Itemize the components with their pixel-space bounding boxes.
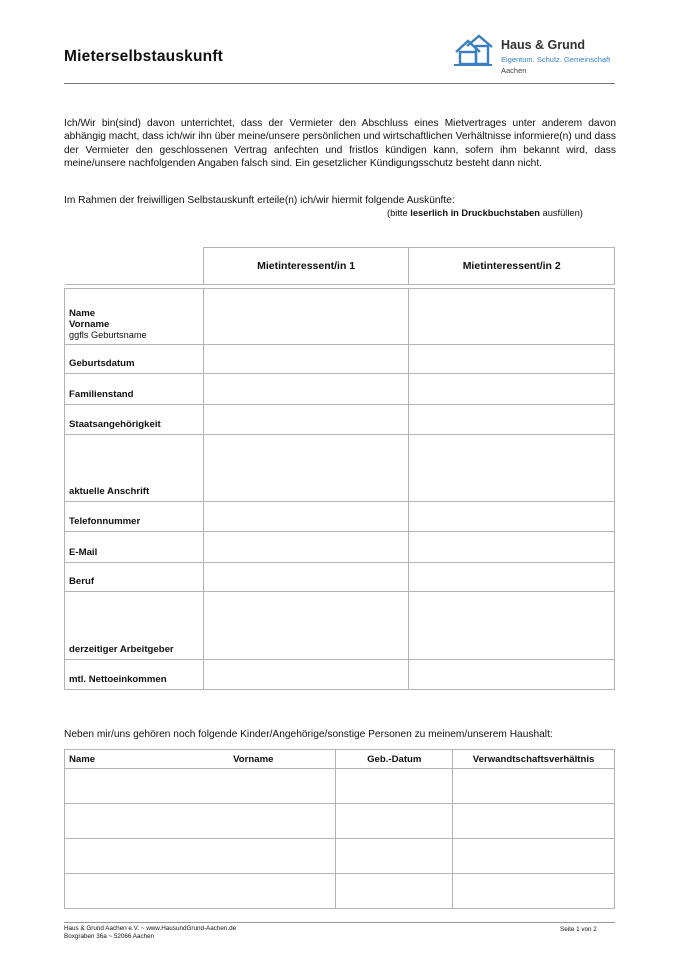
household-relation-field[interactable]	[453, 839, 615, 874]
applicant-2-employer-field[interactable]	[409, 592, 615, 660]
household-row	[65, 769, 615, 804]
household-name-header	[65, 750, 336, 769]
job-label: Beruf	[65, 563, 204, 592]
income-label: mtl. Nettoeinkommen	[65, 660, 204, 690]
footer-line-1: Haus & Grund Aachen e.V. ~ www.HausundGrund-Aachen.de	[64, 925, 237, 932]
employer-label: derzeitiger Arbeitgeber	[65, 592, 204, 660]
row-birthdate	[65, 345, 615, 374]
row-name	[65, 289, 615, 345]
applicant-1-employer-field[interactable]	[203, 592, 409, 660]
household-relation-field[interactable]	[453, 769, 615, 804]
logo-city: Aachen	[501, 66, 527, 75]
row-address	[65, 435, 615, 502]
household-birthdate-header: Geb.-Datum	[336, 750, 453, 769]
header-blank-cell	[65, 248, 204, 285]
applicant-1-income-field[interactable]	[203, 660, 409, 690]
applicant-2-birthdate-field[interactable]	[409, 345, 615, 374]
applicant-1-address-field[interactable]	[203, 435, 409, 502]
applicant-2-job-field[interactable]	[409, 563, 615, 592]
applicant-2-nationality-field[interactable]	[409, 405, 615, 435]
household-relation-field[interactable]	[453, 804, 615, 839]
framework-text: Im Rahmen der freiwilligen Selbstauskunft erteile(n) ich/wir hiermit folgende Auskünfte:	[64, 195, 455, 206]
logo-brand: Haus & Grund	[501, 38, 586, 52]
applicant-1-nationality-field[interactable]	[203, 405, 409, 435]
household-row	[65, 839, 615, 874]
applicant-1-job-field[interactable]	[203, 563, 409, 592]
row-job	[65, 563, 615, 592]
household-firstname-header-label: Vorname	[233, 753, 274, 765]
applicant-table	[64, 247, 615, 690]
house-logo-icon	[454, 34, 494, 68]
birthdate-label: Geburtsdatum	[65, 345, 204, 374]
applicant-2-phone-field[interactable]	[409, 502, 615, 532]
marital-label: Familienstand	[65, 374, 204, 405]
household-birthdate-field[interactable]	[336, 769, 453, 804]
footer-line-2: Boxgraben 36a ~ 52066 Aachen	[64, 933, 155, 940]
household-relation-header: Verwandtschaftsverhältnis	[453, 750, 615, 769]
household-birthdate-field[interactable]	[336, 804, 453, 839]
logo-tagline: Eigentum. Schutz. Gemeinschaft	[501, 55, 611, 64]
household-name-header-label: Name	[69, 753, 96, 765]
applicant-2-address-field[interactable]	[409, 435, 615, 502]
applicant-2-name-field[interactable]	[409, 289, 615, 345]
header-rule	[64, 83, 615, 84]
household-relation-field[interactable]	[453, 874, 615, 909]
email-label: E-Mail	[65, 532, 204, 563]
household-row	[65, 874, 615, 909]
name-label-line: Name	[69, 308, 96, 319]
footer-address	[64, 925, 236, 941]
applicant-1-birthdate-field[interactable]	[203, 345, 409, 374]
household-birthdate-field[interactable]	[336, 874, 453, 909]
intro-paragraph: Ich/Wir bin(sind) davon unterrichtet, dass der Vermieter den Abschluss eines Mietvertrages unter anderem davon abhängig macht, dass ich/wir ihn über meine/unsere persönlichen und wirtschaftlichen Verhältnisse informiere(n) und dass der Vermieter den geschlossenen Vertrag anfechten und fristlos kündigen kann, sofern ihm bekannt wird, dass meine/unsere nachfolgenden Angaben falsch sind. Ein gesetzlicher Kündigungsschutz besteht dann nicht.	[64, 118, 616, 170]
page-title: Mieterselbstauskunft	[64, 48, 224, 65]
row-phone	[65, 502, 615, 532]
household-row	[65, 804, 615, 839]
row-marital	[65, 374, 615, 405]
applicant-1-header: Mietinteressent/in 1	[203, 248, 409, 285]
name-label	[65, 289, 204, 345]
page-number: Seite 1 von 2	[560, 926, 597, 933]
row-employer	[65, 592, 615, 660]
applicant-1-phone-field[interactable]	[203, 502, 409, 532]
applicant-2-header: Mietinteressent/in 2	[409, 248, 615, 285]
applicant-2-marital-field[interactable]	[409, 374, 615, 405]
applicant-1-marital-field[interactable]	[203, 374, 409, 405]
fill-hint-prefix: (bitte	[387, 208, 411, 218]
applicant-1-name-field[interactable]	[203, 289, 409, 345]
phone-label: Telefonnummer	[65, 502, 204, 532]
row-email	[65, 532, 615, 563]
household-intro: Neben mir/uns gehören noch folgende Kinder/Angehörige/sonstige Personen zu meinem/unserem Haushalt:	[64, 729, 553, 740]
household-name-field[interactable]	[65, 874, 336, 909]
fill-hint-suffix: ausfüllen)	[539, 208, 583, 218]
applicant-2-email-field[interactable]	[409, 532, 615, 563]
firstname-label-line: Vorname	[69, 319, 110, 330]
household-name-field[interactable]	[65, 804, 336, 839]
household-table	[64, 749, 615, 909]
address-label: aktuelle Anschrift	[65, 435, 204, 502]
row-nationality	[65, 405, 615, 435]
footer-rule	[64, 922, 615, 923]
nationality-label: Staatsangehörigkeit	[65, 405, 204, 435]
applicant-2-income-field[interactable]	[409, 660, 615, 690]
fill-hint	[387, 208, 583, 218]
applicant-1-email-field[interactable]	[203, 532, 409, 563]
household-name-field[interactable]	[65, 769, 336, 804]
household-name-field[interactable]	[65, 839, 336, 874]
household-birthdate-field[interactable]	[336, 839, 453, 874]
logo	[454, 32, 624, 82]
row-income	[65, 660, 615, 690]
birthname-label-line: ggfls Geburtsname	[69, 330, 147, 340]
fill-hint-bold: leserlich in Druckbuchstaben	[410, 208, 540, 218]
